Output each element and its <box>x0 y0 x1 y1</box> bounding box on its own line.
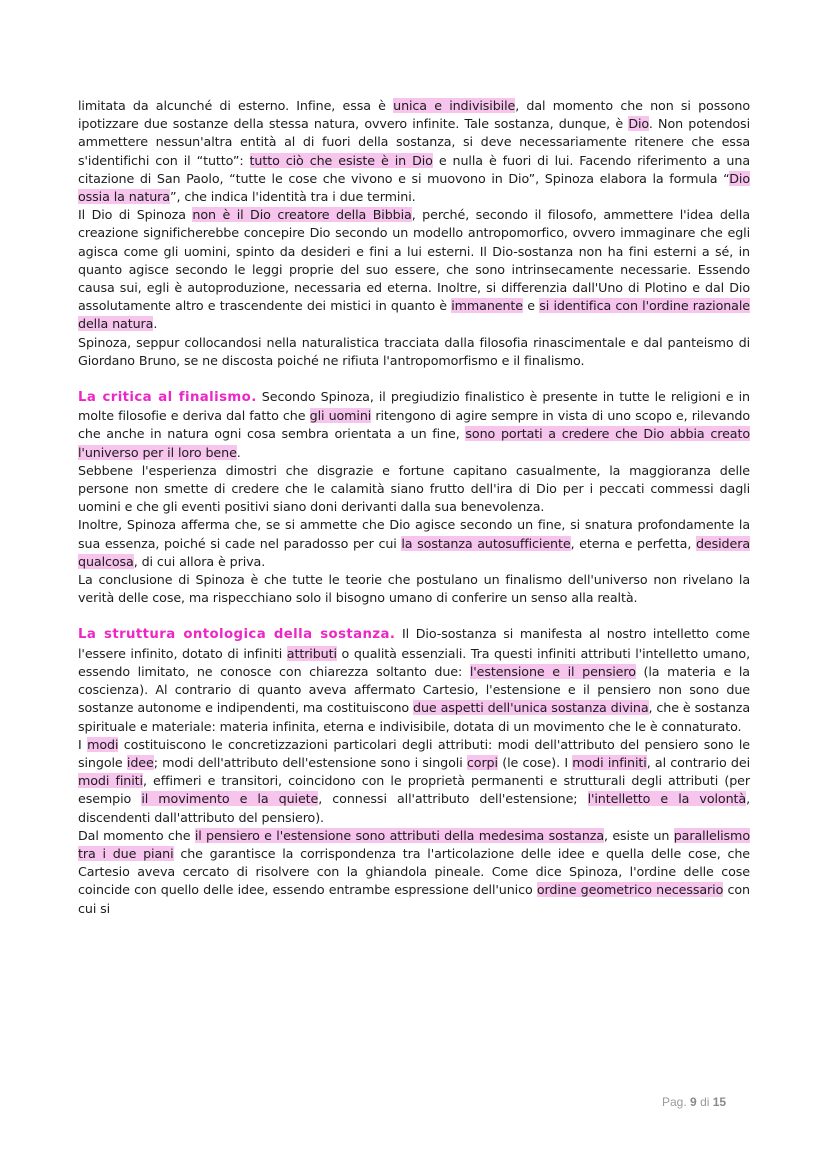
body-text: . <box>153 316 158 332</box>
section-title: La critica al finalismo. <box>78 390 257 406</box>
highlighted-text: corpi <box>466 754 498 770</box>
highlighted-text: la sostanza autosufficiente <box>401 535 571 551</box>
highlighted-text: il movimento e la quiete <box>141 791 319 807</box>
highlighted-text: immanente <box>451 298 524 314</box>
highlighted-text: desidera qualcosa <box>78 535 750 569</box>
body-text: , dal momento che non si possono ipotizzare due sostanze della stessa natura, ovvero infinite. Tale sostanza, dunque, è <box>78 98 750 132</box>
body-text: Il Dio di Spinoza <box>78 207 193 223</box>
highlighted-text: ordine geometrico necessario <box>536 882 724 898</box>
highlighted-text: tutto ciò che esiste è in Dio <box>249 152 433 168</box>
section-title: La struttura ontologica della sostanza. <box>78 627 396 643</box>
footer-label: Pag. <box>662 1095 687 1109</box>
body-text: ”, che indica l'identità tra i due termini. <box>169 189 416 205</box>
body-text: con cui si <box>78 882 750 916</box>
highlighted-text: il pensiero e l'estensione sono attributi della medesima sostanza <box>194 827 605 843</box>
body-text: e <box>523 298 540 314</box>
body-text: , discendenti dall'attributo del pensiero). <box>78 791 751 825</box>
highlighted-text: non è il Dio creatore della Bibbia <box>192 207 412 223</box>
highlighted-text: modi <box>87 736 119 752</box>
body-text: , perché, secondo il filosofo, ammettere l'idea della creazione significherebbe concepire Dio secondo un modello antropomorfico, ovvero immaginare che egli agisca come gli uomini, spinto da desideri e fini a lui esterni. Il Dio-sostanza non ha fini esterni a sé, in quanto agisce secondo le leggi proprie del suo essere, che sono intrinsecamente necessarie. Essendo causa sui, egli è autoproduzione, necessaria ed eterna. Inoltre, si differenzia dall'Uno di Plotino e dal Dio assolutamente altro e trascendente dei mistici in quanto è <box>78 207 751 314</box>
body-text: o qualità essenziali. Tra questi infiniti attributi l'intelletto umano, essendo limitato, ne conosce con chiarezza soltanto due: <box>78 645 751 679</box>
paragraph-p8 <box>78 625 750 735</box>
footer-page-number: 9 <box>690 1095 697 1109</box>
highlighted-text: parallelismo tra i due piani <box>78 827 750 861</box>
highlighted-text: sono portati a credere che Dio abbia creato l'universo per il loro bene <box>78 426 750 460</box>
body-text: e nulla è fuori di lui. Facendo riferimento a una citazione di San Paolo, “tutte le cose che vivono e si muovono in Dio”, Spinoza elabora la formula “ <box>78 152 750 186</box>
body-text: Inoltre, Spinoza afferma che, se si ammette che Dio agisce secondo un fine, si snatura profondamente la sua essenza, poiché si cade nel paradosso per cui <box>78 517 750 551</box>
body-text: I <box>78 736 88 752</box>
body-text: Dal momento che <box>78 827 195 843</box>
page-footer <box>662 1095 726 1109</box>
highlighted-text: attributi <box>286 645 337 661</box>
paragraph-p9 <box>78 736 750 827</box>
body-text: ritengono di agire sempre in vista di uno scopo e, rilevando che anche in natura ogni cosa sembra orientata a un fine, <box>78 408 751 442</box>
highlighted-text: gli uomini <box>309 408 372 424</box>
highlighted-text: idee <box>126 754 154 770</box>
paragraph-p5 <box>78 462 750 517</box>
body-text: , connessi all'attributo dell'estensione; <box>318 791 588 807</box>
body-text: Sebbene l'esperienza dimostri che disgrazie e fortune capitano casualmente, la maggioranza delle persone non smette di credere che le calamità siano frutto dell'ira di Dio per i peccati commessi dagli uomini e che gli eventi positivi siano doni derivanti dalla sua benevolenza. <box>78 462 750 515</box>
body-text: costituiscono le concretizzazioni particolari degli attributi: modi dell'attributo del pensiero sono le singole <box>78 736 751 770</box>
body-text: , di cui allora è priva. <box>133 553 266 569</box>
paragraph-p7 <box>78 571 750 607</box>
highlighted-text: l'intelletto e la volontà <box>587 791 747 807</box>
body-text: (la materia e la coscienza). Al contrario di quanto aveva affermato Cartesio, l'estensione e il pensiero non sono due sostanze autonome e indipendenti, ma costituiscono <box>78 663 750 716</box>
footer-total-pages: 15 <box>712 1095 727 1109</box>
highlighted-text: Dio <box>628 116 649 132</box>
body-text: limitata da alcunché di esterno. Infine, essa è <box>78 98 394 113</box>
body-text: (le cose). I <box>497 754 573 770</box>
paragraph-p4 <box>78 388 750 462</box>
body-text: che garantisce la corrispondenza tra l'articolazione delle idee e quella delle cose, che Cartesio aveva cercato di risolvere con la ghiandola pineale. Come dice Spinoza, l'ordine delle cose coincide con quello delle idee, essendo entrambe espressione dell'unico <box>78 845 750 898</box>
page-content <box>78 97 750 918</box>
body-text: , esiste un <box>604 827 674 843</box>
body-text: , eterna e perfetta, <box>570 535 696 551</box>
highlighted-text: si identifica con l'ordine razionale della natura <box>78 298 750 332</box>
body-text: Il Dio-sostanza si manifesta al nostro intelletto come l'essere infinito, dotato di infiniti <box>78 626 750 661</box>
paragraph-p10 <box>78 827 750 918</box>
body-text: . Non potendosi ammettere nessun'altra entità al di fuori della sostanza, si deve necessariamente ritenere che essa s'identifichi con il “tutto”: <box>78 116 750 168</box>
highlighted-text: Dio ossia la natura <box>78 170 750 205</box>
highlighted-text: modi infiniti <box>572 754 647 770</box>
body-text: , al contrario dei <box>646 754 751 770</box>
body-text: Secondo Spinoza, il pregiudizio finalistico è presente in tutte le religioni e in molte filosofie e deriva dal fatto che <box>78 389 750 424</box>
body-text: . <box>236 444 241 460</box>
paragraph-spacer <box>78 370 750 388</box>
paragraph-p3 <box>78 334 750 370</box>
body-text: La conclusione di Spinoza è che tutte le teorie che postulano un finalismo dell'universo non rivelano la verità delle cose, ma rispecchiano solo il bisogno umano di conferire un senso alla realtà. <box>78 572 750 606</box>
highlighted-text: due aspetti dell'unica sostanza divina <box>413 700 649 716</box>
paragraph-spacer <box>78 607 750 625</box>
paragraph-p6 <box>78 516 750 571</box>
highlighted-text: unica e indivisibile <box>393 98 516 113</box>
body-text: ; modi dell'attributo dell'estensione sono i singoli <box>153 754 467 770</box>
body-text: , che è sostanza spirituale e materiale: materia infinita, eterna e indivisibile, dotata di un movimento che le è connaturato. <box>78 700 750 734</box>
body-text: Spinoza, seppur collocandosi nella naturalistica tracciata dalla filosofia rinascimentale e dal panteismo di Giordano Bruno, se ne discosta poiché ne rifiuta l'antropomorfismo e il finalismo. <box>78 334 750 368</box>
body-text: , effimeri e transitori, coincidono con le proprietà permanenti e strutturali degli attributi (per esempio <box>78 773 750 807</box>
highlighted-text: modi finiti <box>78 773 143 789</box>
paragraph-p1 <box>78 97 750 206</box>
paragraph-p2 <box>78 206 750 333</box>
highlighted-text: l'estensione e il pensiero <box>469 663 636 679</box>
footer-of: di <box>700 1095 710 1109</box>
